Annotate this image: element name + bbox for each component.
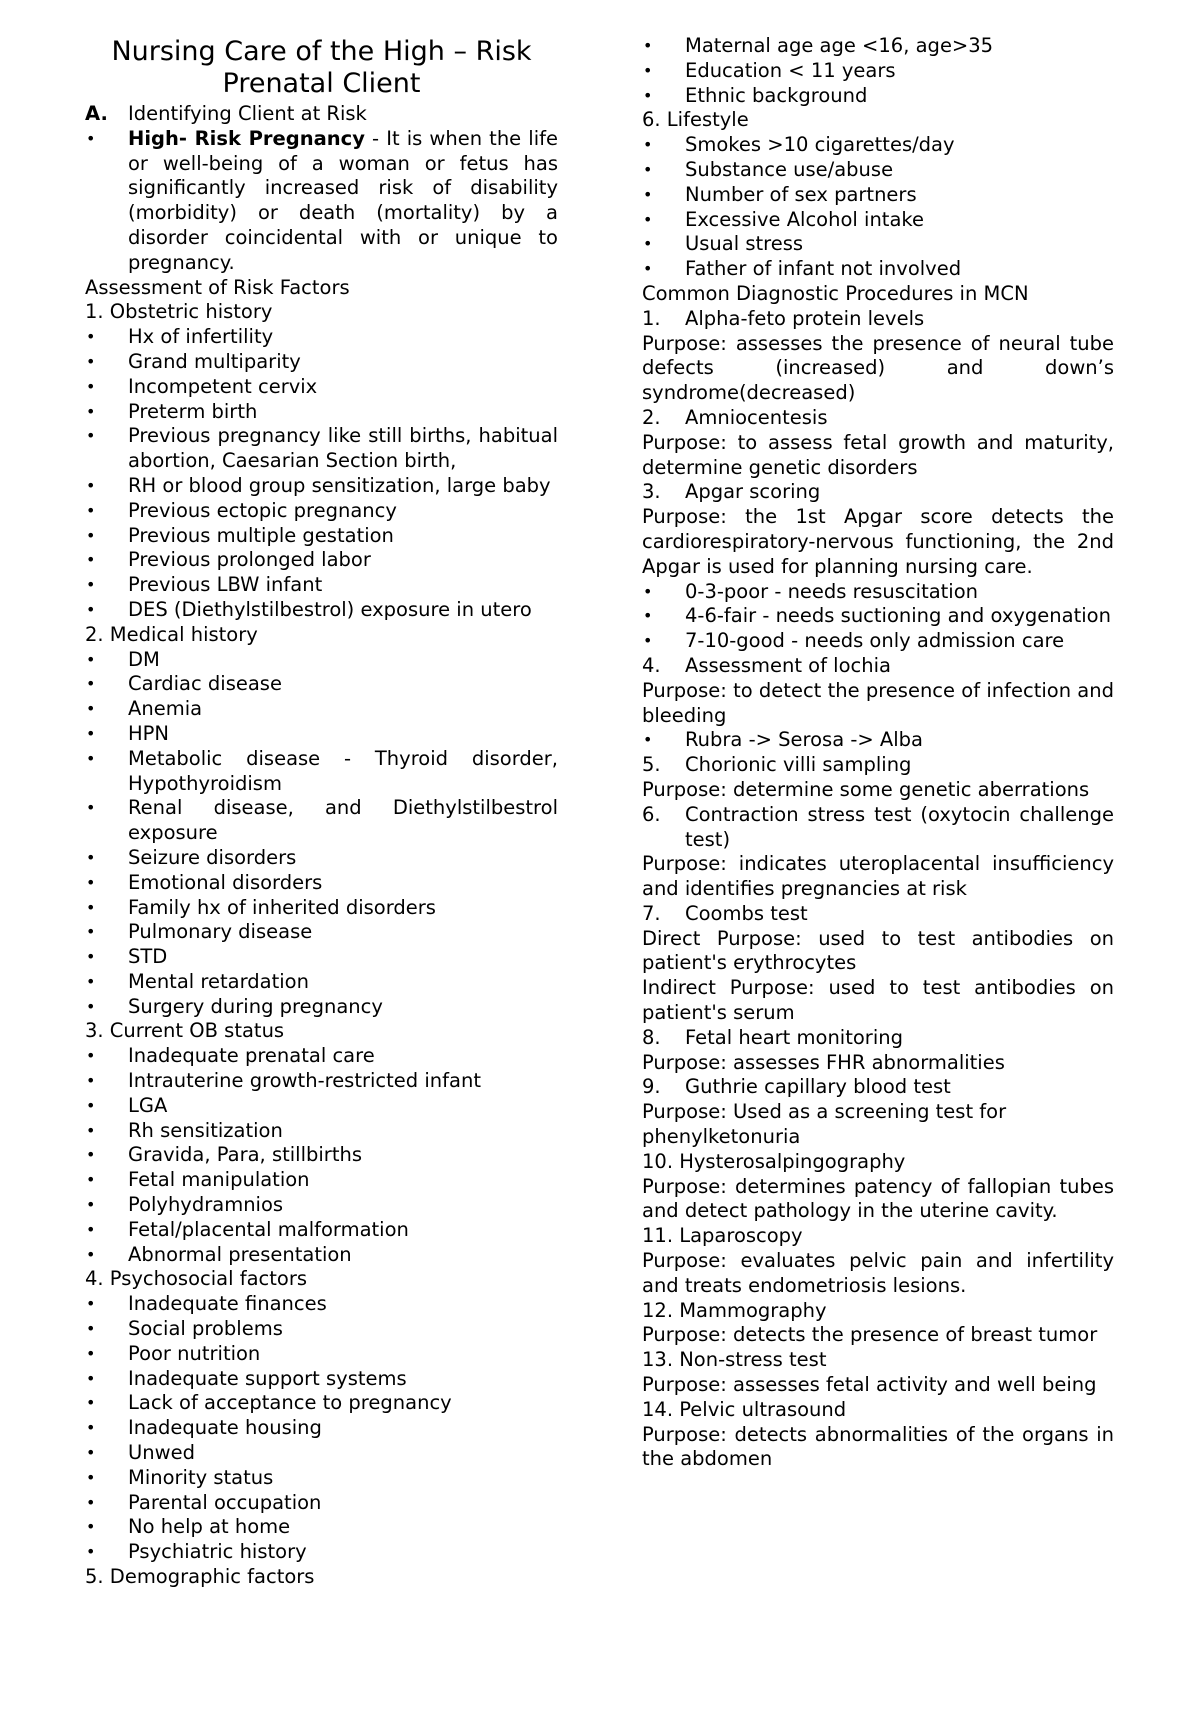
list-item: • Parental occupation — [85, 1491, 558, 1516]
list-item: • Substance use/abuse — [642, 158, 1114, 183]
obstetric-history-list — [85, 325, 558, 623]
procedure-name: Contraction stress test (oxytocin challenge test) — [685, 802, 1114, 851]
procedure-number: 8. — [642, 1025, 661, 1049]
procedure-number: 6. — [642, 802, 661, 826]
page-title: Nursing Care of the High – Risk Prenatal Client — [111, 36, 532, 99]
procedure-purpose: Purpose: to assess fetal growth and maturity, determine genetic disorders — [642, 430, 1114, 479]
list-item: • Usual stress — [642, 232, 1114, 257]
medical-history-list — [85, 648, 558, 1020]
list-item: • Incompetent cervix — [85, 375, 558, 400]
list-item: • Seizure disorders — [85, 846, 558, 871]
list-item: • Gravida, Para, stillbirths — [85, 1143, 558, 1168]
lifestyle-list — [642, 133, 1114, 282]
procedure-purpose: Purpose: assesses FHR abnormalities — [642, 1050, 1005, 1074]
list-item: • Family hx of inherited disorders — [85, 896, 558, 921]
procedure-purpose: Purpose: detects the presence of breast tumor — [642, 1323, 1098, 1347]
list-item: • Abnormal presentation — [85, 1243, 558, 1268]
list-item: • Cardiac disease — [85, 672, 558, 697]
procedure-purpose: Purpose: assesses fetal activity and well being — [642, 1373, 1097, 1397]
procedure-number: 7. — [642, 901, 661, 925]
medical-history-heading: 2. Medical history — [85, 622, 258, 646]
procedure-purpose: Purpose: assesses the presence of neural tube defects (increased) and down’s syndrome(decreased) — [642, 331, 1114, 405]
procedure-name: Assessment of lochia — [685, 653, 891, 677]
list-item: • No help at home — [85, 1515, 558, 1540]
list-item: • Surgery during pregnancy — [85, 995, 558, 1020]
procedure-1 — [642, 307, 1114, 332]
section-a-heading — [85, 102, 558, 127]
list-item: • 4-6-fair - needs suctioning and oxygenation — [642, 604, 1114, 629]
procedure-purpose: Purpose: determines patency of fallopian tubes and detect pathology in the uterine cavity. — [642, 1174, 1114, 1223]
list-item: • Inadequate housing — [85, 1416, 558, 1441]
list-item: • Ethnic background — [642, 84, 1114, 109]
procedure-7 — [642, 902, 1114, 927]
list-item: • Poor nutrition — [85, 1342, 558, 1367]
list-item: • Minority status — [85, 1466, 558, 1491]
list-item: • Maternal age age <16, age>35 — [642, 34, 1114, 59]
list-item: • DM — [85, 648, 558, 673]
procedure-name: Apgar scoring — [685, 480, 821, 504]
list-item: • Father of infant not involved — [642, 257, 1114, 282]
list-item: • Previous LBW infant — [85, 573, 558, 598]
list-item: • Rubra -> Serosa -> Alba — [642, 728, 1114, 753]
diagnostics-heading: Common Diagnostic Procedures in MCN — [642, 281, 1029, 305]
psychosocial-list — [85, 1292, 558, 1565]
lochia-list — [642, 728, 1114, 753]
procedure-purpose: Purpose: determine some genetic aberrations — [642, 777, 1090, 801]
list-item: • 0-3-poor - needs resuscitation — [642, 580, 1114, 605]
list-item: • Rh sensitization — [85, 1119, 558, 1144]
procedure-12-heading: 12. Mammography — [642, 1298, 827, 1322]
procedure-5 — [642, 753, 1114, 778]
procedure-number: 5. — [642, 753, 661, 777]
obstetric-history-heading: 1. Obstetric history — [85, 300, 273, 324]
procedure-number: 9. — [642, 1075, 661, 1099]
demographic-heading: 5. Demographic factors — [85, 1565, 315, 1589]
list-item: • Renal disease, and Diethylstilbestrol exposure — [85, 796, 558, 846]
list-item: • Lack of acceptance to pregnancy — [85, 1391, 558, 1416]
procedure-number: 4. — [642, 653, 661, 677]
procedure-purpose: Purpose: evaluates pelvic pain and infertility and treats endometriosis lesions. — [642, 1249, 1114, 1297]
procedure-name: Guthrie capillary blood test — [685, 1075, 951, 1099]
section-a-title: Identifying Client at Risk — [128, 102, 367, 125]
list-item: • Metabolic disease - Thyroid disorder, Hypothyroidism — [85, 747, 558, 797]
procedure-purpose: Purpose: to detect the presence of infection and bleeding — [642, 678, 1114, 727]
lifestyle-heading: 6. Lifestyle — [642, 108, 749, 132]
list-item: • HPN — [85, 722, 558, 747]
list-item: • Hx of infertility — [85, 325, 558, 350]
procedure-9 — [642, 1075, 1114, 1100]
list-item: • Unwed — [85, 1441, 558, 1466]
list-item: • STD — [85, 945, 558, 970]
list-item: • LGA — [85, 1094, 558, 1119]
assessment-heading: Assessment of Risk Factors — [85, 275, 350, 299]
list-item: • Anemia — [85, 697, 558, 722]
list-item: • 7-10-good - needs only admission care — [642, 629, 1114, 654]
procedure-direct-purpose: Direct Purpose: used to test antibodies on patient's erythrocytes — [642, 926, 1114, 975]
current-ob-heading: 3. Current OB status — [85, 1019, 285, 1043]
list-item: • Number of sex partners — [642, 183, 1114, 208]
procedure-name: Fetal heart monitoring — [685, 1025, 903, 1049]
current-ob-list — [85, 1044, 558, 1267]
list-item: • Inadequate support systems — [85, 1367, 558, 1392]
list-item: • Smokes >10 cigarettes/day — [642, 133, 1114, 158]
procedure-10-heading: 10. Hysterosalpingography — [642, 1149, 906, 1173]
procedure-11-heading: 11. Laparoscopy — [642, 1224, 803, 1248]
list-item: • Previous ectopic pregnancy — [85, 499, 558, 524]
list-item: • Pulmonary disease — [85, 920, 558, 945]
left-column — [85, 36, 558, 1590]
list-item: • Previous pregnancy like still births, habitual abortion, Caesarian Section birth, — [85, 424, 558, 474]
procedure-purpose: Purpose: detects abnormalities of the organs in the abdomen — [642, 1422, 1114, 1471]
list-item: • DES (Diethylstilbestrol) exposure in utero — [85, 598, 558, 623]
list-item: • Mental retardation — [85, 970, 558, 995]
right-column — [642, 34, 1114, 1472]
procedure-number: 3. — [642, 480, 661, 504]
high-risk-definition — [85, 127, 558, 276]
procedure-name: Chorionic villi sampling — [685, 753, 912, 777]
list-item: • Polyhydramnios — [85, 1193, 558, 1218]
list-item: • Previous prolonged labor — [85, 548, 558, 573]
apgar-score-list — [642, 580, 1114, 654]
procedure-number: 2. — [642, 405, 661, 429]
procedure-purpose: Purpose: Used as a screening test for phenylketonuria — [642, 1100, 1007, 1149]
list-item: • Inadequate prenatal care — [85, 1044, 558, 1069]
demographic-list — [642, 34, 1114, 108]
procedure-name: Coombs test — [685, 901, 808, 925]
list-item: • Fetal/placental malformation — [85, 1218, 558, 1243]
list-item: • Emotional disorders — [85, 871, 558, 896]
procedure-6 — [642, 803, 1114, 853]
list-item: • RH or blood group sensitization, large baby — [85, 474, 558, 499]
list-item: • Excessive Alcohol intake — [642, 208, 1114, 233]
definition-text: - It is when the life or well-being of a woman or fetus has significantly increased risk of disability (morbidity) or death (mortality) by a disorder coincidental with or unique to pregnancy. — [128, 126, 558, 274]
procedure-2 — [642, 406, 1114, 431]
list-item: • Fetal manipulation — [85, 1168, 558, 1193]
procedure-13-heading: 13. Non-stress test — [642, 1348, 827, 1372]
procedure-indirect-purpose: Indirect Purpose: used to test antibodies on patient's serum — [642, 976, 1114, 1025]
list-item: • Education < 11 years — [642, 59, 1114, 84]
list-item: • Psychiatric history — [85, 1540, 558, 1565]
procedure-purpose: Purpose: the 1st Apgar score detects the cardiorespiratory-nervous functioning, the 2nd Apgar is used for planning nursing care. — [642, 505, 1114, 578]
procedure-14-heading: 14. Pelvic ultrasound — [642, 1397, 847, 1421]
list-item: • Intrauterine growth-restricted infant — [85, 1069, 558, 1094]
procedure-purpose: Purpose: indicates uteroplacental insufficiency and identifies pregnancies at risk — [642, 852, 1114, 901]
list-item: • Grand multiparity — [85, 350, 558, 375]
list-item: • Social problems — [85, 1317, 558, 1342]
procedure-8 — [642, 1026, 1114, 1051]
procedure-number: 1. — [642, 306, 661, 330]
procedure-name: Amniocentesis — [685, 405, 828, 429]
procedure-name: Alpha-feto protein levels — [685, 306, 925, 330]
procedure-4 — [642, 654, 1114, 679]
list-item: • Previous multiple gestation — [85, 524, 558, 549]
section-a-label: A. — [85, 102, 108, 125]
list-item: • Preterm birth — [85, 400, 558, 425]
definition-term: High- Risk Pregnancy — [128, 126, 365, 150]
psychosocial-heading: 4. Psychosocial factors — [85, 1267, 308, 1291]
procedure-3 — [642, 480, 1114, 505]
list-item: • Inadequate finances — [85, 1292, 558, 1317]
